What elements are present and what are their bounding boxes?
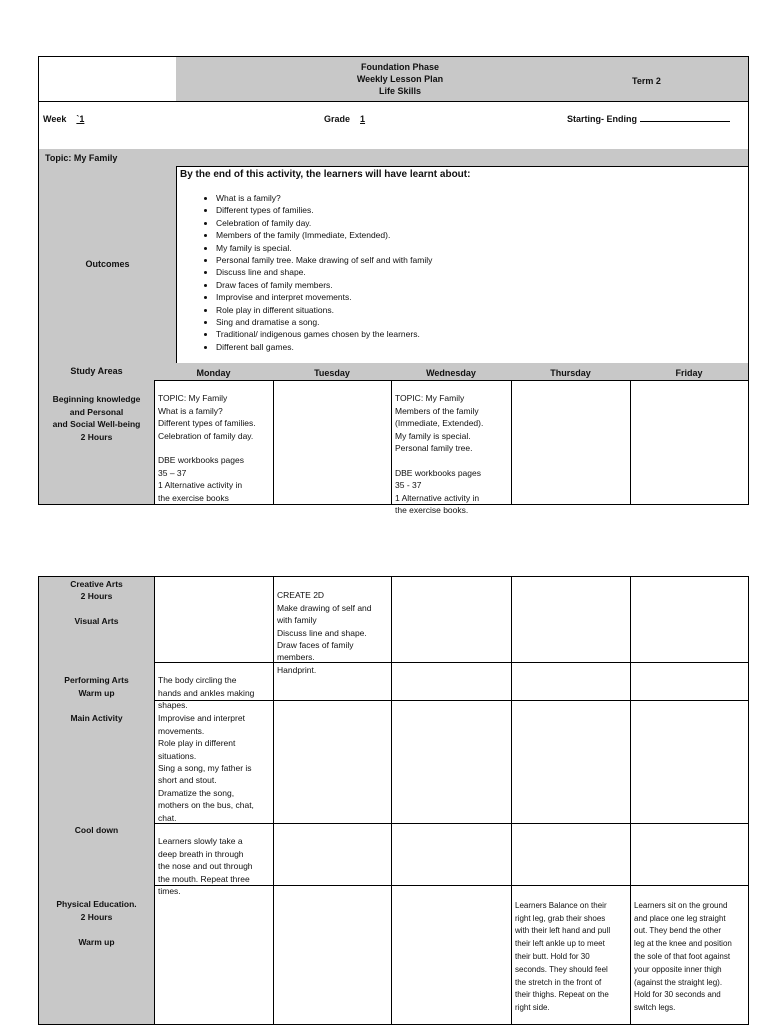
info-row	[38, 101, 749, 150]
pa-label: Performing Arts Warm up	[64, 675, 129, 698]
pe-thursday-text: Learners Balance on their right leg, grab their shoes with their left hand and pull their left ankle up to meet their butt. Hold for 30 seconds. They should feel the stretch in the front of their thighs. Repeat on the right side.	[515, 900, 611, 1013]
ma-tuesday-cell	[273, 700, 392, 824]
cd-friday-cell	[630, 823, 749, 886]
pe-wednesday-cell	[391, 885, 512, 1025]
starting-ending-field	[567, 113, 730, 125]
outcome-item: • Discuss line and shape.	[216, 266, 748, 278]
ca-wednesday-cell	[391, 576, 512, 663]
starting-ending-line	[640, 113, 730, 122]
cd-monday-text: Learners slowly take a deep breath in through the nose and out through the mouth. Repeat three times.	[158, 836, 253, 897]
bk-thursday-cell	[511, 380, 631, 505]
outcome-item: • My family is special.	[216, 242, 748, 254]
pe-tuesday-cell	[273, 885, 392, 1025]
outcome-item: • What is a family?	[216, 192, 748, 204]
outcomes-list	[180, 192, 748, 353]
pa-friday-cell	[630, 662, 749, 701]
pe-friday-cell	[630, 885, 749, 1025]
ma-friday-cell	[630, 700, 749, 824]
bk-friday-cell	[630, 380, 749, 505]
bk-wednesday-cell	[391, 380, 512, 516]
outcome-item: • Improvise and interpret movements.	[216, 291, 748, 303]
pa-monday-cell	[154, 662, 274, 711]
topic-row	[38, 149, 749, 167]
cd-tuesday-cell	[273, 823, 392, 886]
pa-label-cell	[38, 662, 155, 701]
outcome-item: • Sing and dramatise a song.	[216, 316, 748, 328]
pe-thursday-cell	[511, 885, 631, 1025]
cd-monday-cell	[154, 823, 274, 897]
header-title-line2: Weekly Lesson Plan	[356, 74, 444, 84]
outcomes-content-cell	[176, 166, 749, 364]
ca-thursday-cell	[511, 576, 631, 663]
friday-header: Friday	[630, 363, 749, 381]
grade-label: Grade	[324, 114, 351, 124]
thursday-header: Thursday	[511, 363, 631, 381]
header-title-line3: Life Skills	[378, 86, 422, 96]
pe-label: Physical Education. 2 Hours Warm up	[56, 899, 137, 947]
wednesday-header: Wednesday	[391, 363, 512, 381]
grade-value: 1	[360, 114, 366, 124]
ma-thursday-cell	[511, 700, 631, 824]
bk-monday-text: TOPIC: My Family What is a family? Different types of families. Celebration of family day. DBE workbooks pages 35 – 37 1 Alternative activity in the exercise books	[158, 393, 256, 503]
ca-monday-cell	[154, 576, 274, 663]
outcome-item: • Personal family tree. Make drawing of self and with family	[216, 254, 748, 266]
ca-label-cell	[38, 576, 155, 663]
week-field	[43, 113, 97, 125]
va-label: Visual Arts	[74, 615, 119, 626]
ma-label-cell	[38, 700, 155, 824]
outcomes-intro: By the end of this activity, the learners will have learnt about:	[180, 169, 471, 180]
week-value: `1	[76, 114, 85, 124]
pa-wednesday-cell	[391, 662, 512, 701]
week-label: Week	[43, 114, 67, 124]
ma-label: Main Activity	[70, 713, 123, 723]
ca-tuesday-text: CREATE 2D Make drawing of self and with family Discuss line and shape. Draw faces of family members. Handprint.	[277, 590, 372, 675]
pa-monday-text: The body circling the hands and ankles making shapes.	[158, 675, 255, 711]
ca-friday-cell	[630, 576, 749, 663]
bk-wednesday-text: TOPIC: My Family Members of the family (Immediate, Extended). My family is special. Personal family tree. DBE workbooks pages 35 - 37 1 Alternative activity in the exercise books.	[395, 393, 484, 516]
header-title-cell	[176, 56, 625, 102]
bk-label-cell	[38, 380, 155, 505]
cd-thursday-cell	[511, 823, 631, 886]
outcome-item: • Role play in different situations.	[216, 304, 748, 316]
grade-field	[324, 113, 378, 125]
outcome-item: • Different ball games.	[216, 341, 748, 353]
cd-label-cell	[38, 823, 155, 886]
outcome-item: • Different types of families.	[216, 204, 748, 216]
cd-label: Cool down	[74, 825, 119, 835]
starting-ending-label: Starting- Ending	[567, 114, 637, 124]
term-cell	[624, 56, 749, 102]
ca-tuesday-cell	[273, 576, 392, 675]
header-left-cell	[38, 56, 177, 102]
term-label: Term 2	[632, 76, 661, 86]
ma-monday-text: Improvise and interpret movements. Role play in different situations. Sing a song, my father is short and stout. Dramatize the song, mothers on the bus, chat, chat.	[158, 713, 254, 823]
pa-thursday-cell	[511, 662, 631, 701]
bk-tuesday-cell	[273, 380, 392, 505]
monday-header: Monday	[154, 363, 274, 381]
pe-label-cell	[38, 885, 155, 1025]
ma-wednesday-cell	[391, 700, 512, 824]
ma-monday-cell	[154, 700, 274, 824]
cd-wednesday-cell	[391, 823, 512, 886]
outcome-item: • Traditional/ indigenous games chosen by the learners.	[216, 328, 748, 340]
topic-label: Topic: My Family	[45, 153, 118, 163]
ca-label: Creative Arts 2 Hours	[70, 579, 123, 602]
outcomes-label: Outcomes	[85, 259, 130, 269]
pa-tuesday-cell	[273, 662, 392, 701]
study-areas-header: Study Areas	[38, 363, 155, 381]
pe-monday-cell	[154, 885, 274, 1025]
outcomes-label-cell	[38, 166, 177, 364]
bk-label: Beginning knowledge and Personal and Social Well-being 2 Hours	[52, 394, 141, 442]
pe-friday-text: Learners sit on the ground and place one leg straight out. They bend the other leg at the knee and position the sole of that foot against your opposite inner thigh (against the straight leg). Hold for 30 seconds and switch legs.	[634, 900, 732, 1013]
outcome-item: • Draw faces of family members.	[216, 279, 748, 291]
tuesday-header: Tuesday	[273, 363, 392, 381]
outcome-item: • Celebration of family day.	[216, 217, 748, 229]
outcome-item: • Members of the family (Immediate, Extended).	[216, 229, 748, 241]
header-title-line1: Foundation Phase	[360, 62, 439, 72]
bk-monday-cell	[154, 380, 274, 505]
